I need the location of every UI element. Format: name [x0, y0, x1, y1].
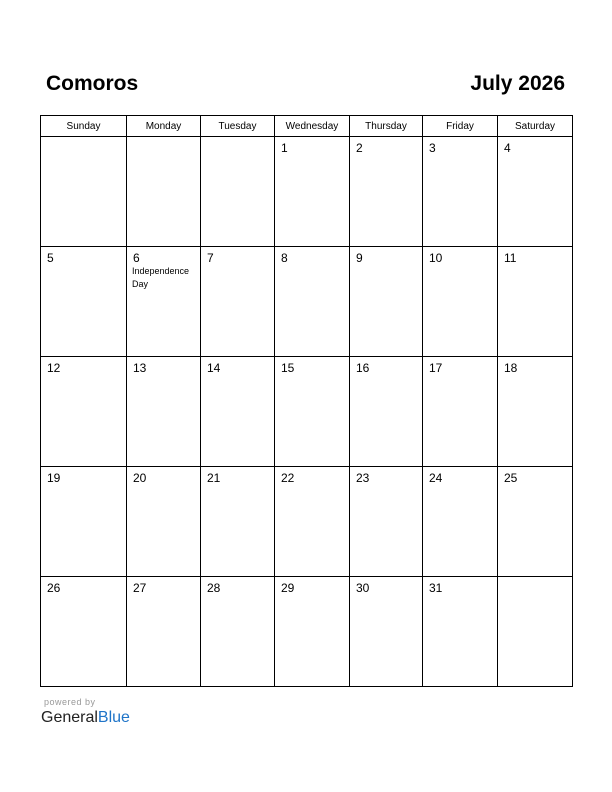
day-number: 4	[504, 141, 511, 155]
day-cell	[350, 467, 423, 577]
day-number: 19	[47, 471, 61, 485]
day-cell	[127, 577, 201, 687]
week-row	[41, 247, 573, 357]
day-number: 8	[281, 251, 288, 265]
week-row	[41, 357, 573, 467]
day-cell	[423, 467, 498, 577]
generalblue-logo[interactable]	[41, 708, 130, 728]
day-number: 18	[504, 361, 518, 375]
day-cell	[498, 137, 573, 247]
weekday-header: Wednesday	[275, 116, 350, 137]
day-number: 3	[429, 141, 436, 155]
day-cell	[201, 357, 275, 467]
weekday-header: Friday	[423, 116, 498, 137]
day-number: 15	[281, 361, 295, 375]
day-cell	[423, 577, 498, 687]
day-cell	[423, 247, 498, 357]
day-number: 14	[207, 361, 221, 375]
day-number: 17	[429, 361, 443, 375]
day-cell	[41, 577, 127, 687]
day-cell	[275, 247, 350, 357]
day-number: 7	[207, 251, 214, 265]
day-cell	[201, 467, 275, 577]
country-title: Comoros	[46, 72, 139, 95]
day-cell	[127, 247, 201, 357]
week-row	[41, 137, 573, 247]
day-cell	[201, 577, 275, 687]
day-cell	[201, 137, 275, 247]
day-cell	[41, 467, 127, 577]
day-number: 31	[429, 581, 443, 595]
day-number: 28	[207, 581, 221, 595]
day-cell	[275, 357, 350, 467]
day-number: 25	[504, 471, 518, 485]
day-number: 13	[133, 361, 147, 375]
day-cell	[41, 357, 127, 467]
brand-name-blue: Blue	[97, 709, 130, 726]
day-number: 1	[281, 141, 288, 155]
day-number: 26	[47, 581, 61, 595]
day-number: 20	[133, 471, 147, 485]
day-cell	[350, 577, 423, 687]
month-year-title: July 2026	[470, 72, 565, 95]
day-number: 12	[47, 361, 61, 375]
day-number: 30	[356, 581, 370, 595]
calendar-grid	[40, 115, 573, 687]
weekday-header: Saturday	[498, 116, 573, 137]
day-number: 2	[356, 141, 363, 155]
week-row	[41, 467, 573, 577]
day-cell	[201, 247, 275, 357]
day-cell	[423, 357, 498, 467]
day-cell	[498, 247, 573, 357]
weekday-header-row	[41, 116, 573, 137]
day-cell	[275, 467, 350, 577]
day-cell	[127, 137, 201, 247]
day-number: 21	[207, 471, 221, 485]
day-number: 29	[281, 581, 295, 595]
powered-by-label: powered by	[44, 697, 96, 707]
day-cell	[275, 137, 350, 247]
day-cell	[350, 137, 423, 247]
day-number: 22	[281, 471, 295, 485]
week-row	[41, 577, 573, 687]
day-number: 5	[47, 251, 54, 265]
day-cell	[127, 357, 201, 467]
day-cell	[498, 467, 573, 577]
day-number: 16	[356, 361, 370, 375]
day-number: 10	[429, 251, 443, 265]
day-number: 23	[356, 471, 370, 485]
day-cell	[350, 247, 423, 357]
day-cell	[498, 357, 573, 467]
weekday-header: Sunday	[41, 116, 127, 137]
day-number: 11	[504, 251, 517, 265]
day-number: 27	[133, 581, 147, 595]
weekday-header: Thursday	[350, 116, 423, 137]
day-cell	[350, 357, 423, 467]
day-number: 6	[133, 251, 140, 265]
weekday-header: Tuesday	[201, 116, 275, 137]
brand-name-general: General	[41, 709, 98, 726]
day-number: 9	[356, 251, 363, 265]
weekday-header: Monday	[127, 116, 201, 137]
day-cell	[41, 137, 127, 247]
day-number: 24	[429, 471, 443, 485]
day-cell	[423, 137, 498, 247]
day-cell	[41, 247, 127, 357]
holiday-label: Independence Day	[132, 266, 190, 289]
day-cell	[498, 577, 573, 687]
day-cell	[127, 467, 201, 577]
day-cell	[275, 577, 350, 687]
